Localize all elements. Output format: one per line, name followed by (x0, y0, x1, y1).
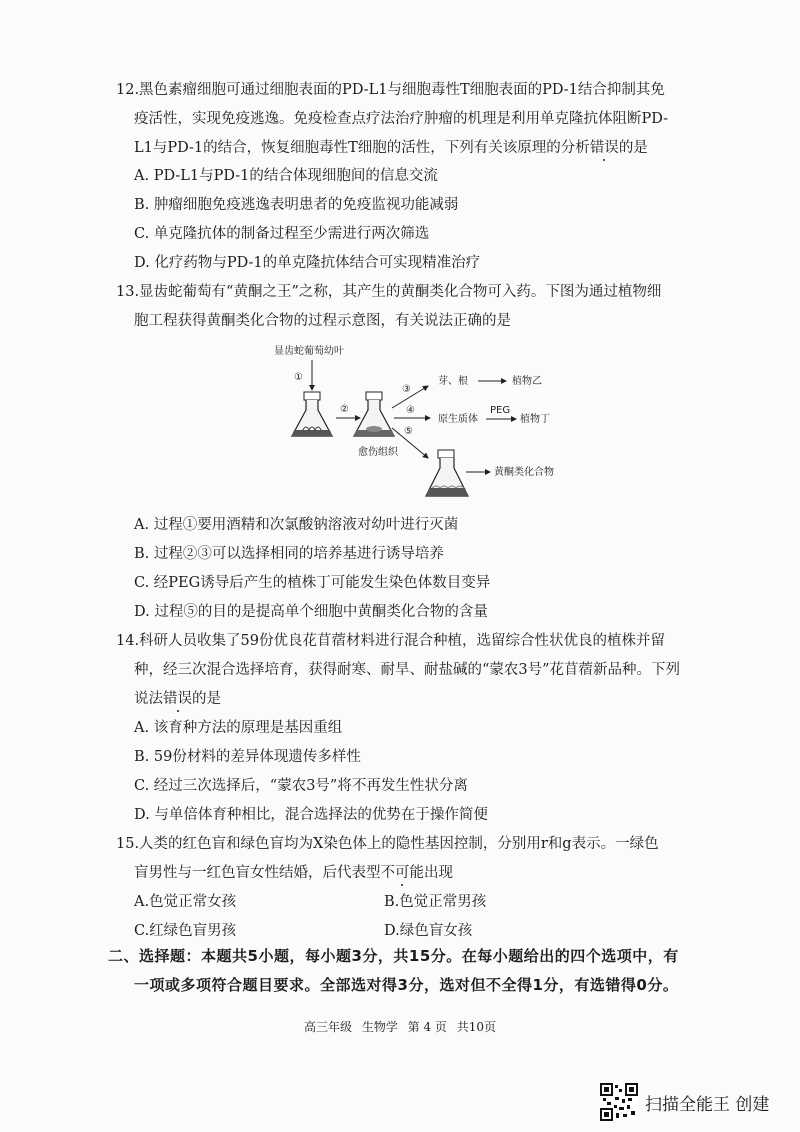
diagram-step3-label: ③ (402, 384, 411, 395)
q15-option-d: D.绿色盲女孩 (384, 923, 473, 939)
q12-stem-line3 (134, 137, 648, 159)
q15-option-c: C.红绿色盲男孩 (134, 923, 237, 939)
diagram-bud-root-label: 芽、根 (438, 376, 468, 387)
diagram-young-leaf-label: 显齿蛇葡萄幼叶 (274, 346, 344, 357)
q12-stem-end: 的是 (618, 140, 648, 156)
flask-explant (292, 392, 332, 436)
diagram-step4-label: ④ (406, 405, 415, 416)
q13-option-a: A. 过程①要用酒精和次氯酸钠溶液对幼叶进行灭菌 (134, 517, 459, 533)
q14-option-c: C. 经过三次选择后，“蒙农3号”将不再发生性状分离 (134, 778, 468, 794)
q15-emphasis-word: 不可能 (380, 865, 424, 881)
diagram-callus-label: 愈伤组织 (358, 447, 398, 458)
diagram-protoplast-label: 原生质体 (438, 414, 478, 425)
q14-option-a: A. 该育种方法的原理是基因重组 (134, 720, 343, 736)
diagram-plant-b-label: 植物乙 (512, 376, 542, 387)
q15-stem-text: 盲男性与一红色盲女性结婚，后代表型 (134, 865, 381, 881)
footer-page: 第 4 页 (407, 1020, 447, 1034)
q12-option-a: A. PD-L1与PD-1的结合体现细胞间的信息交流 (134, 168, 438, 184)
q13-option-c: C. 经PEG诱导后产生的植株丁可能发生染色体数目变异 (134, 575, 491, 591)
q15-option-a: A.色觉正常女孩 (134, 894, 237, 910)
q15-stem-end: 出现 (424, 865, 453, 881)
diagram-step5-label: ⑤ (404, 426, 413, 437)
qr-code-icon (600, 1083, 638, 1121)
q12-option-d: D. 化疗药物与PD-1的单克隆抗体结合可实现精准治疗 (134, 255, 481, 271)
q12-stem-line1: 12.黑色素瘤细胞可通过细胞表面的PD-L1与细胞毒性T细胞表面的PD-1结合抑制其免 (116, 82, 665, 98)
page-footer (0, 1018, 800, 1035)
q14-stem-line3 (134, 688, 221, 710)
q14-stem-line2: 种，经三次混合选择培育，获得耐寒、耐旱、耐盐碱的“蒙农3号”花苜蓿新品种。下列 (134, 662, 681, 678)
section2-heading-line1: 二、选择题：本题共5小题，每小题3分，共15分。在每小题给出的四个选项中，有 (108, 947, 679, 965)
q12-option-b: B. 肿瘤细胞免疫逃逸表明患者的免疫监视功能减弱 (134, 197, 459, 213)
q14-stem-end: 的是 (192, 691, 221, 707)
q13-stem-line1: 13.显齿蛇葡萄有“黄酮之王”之称，其产生的黄酮类化合物可入药。下图为通过植物细 (116, 284, 662, 300)
diagram-flavonoid-label: 黄酮类化合物 (494, 467, 554, 478)
footer-grade: 高三年级 (303, 1020, 352, 1034)
q14-option-b: B. 59份材料的差异体现遗传多样性 (134, 749, 361, 765)
q14-emphasis-word: 错误 (163, 691, 192, 707)
q12-emphasis-word: 错误 (589, 140, 619, 156)
q13-option-b: B. 过程②③可以选择相同的培养基进行诱导培养 (134, 546, 444, 562)
q12-stem-line2: 疫活性，实现免疫逃逸。免疫检查点疗法治疗肿瘤的机理是利用单克隆抗体阻断PD- (134, 111, 669, 127)
q13-option-d: D. 过程⑤的目的是提高单个细胞中黄酮类化合物的含量 (134, 604, 488, 620)
q14-stem-line1: 14.科研人员收集了59份优良花苜蓿材料进行混合种植，选留综合性状优良的植株并留 (116, 633, 666, 649)
flask-suspension (426, 450, 468, 496)
diagram-step2-label: ② (340, 404, 349, 415)
section2-heading-line2: 一项或多项符合题目要求。全部选对得3分，选对但不全得1分，有选错得0分。 (134, 976, 679, 994)
q13-stem-line2: 胞工程获得黄酮类化合物的过程示意图，有关说法正确的是 (134, 313, 511, 329)
diagram-step1-label: ① (294, 372, 303, 383)
q14-option-d: D. 与单倍体育种相比，混合选择法的优势在于操作简便 (134, 807, 488, 823)
diagram-peg-label: PEG (490, 405, 511, 416)
footer-total: 共10页 (456, 1020, 497, 1034)
diagram-plant-d-label: 植物丁 (520, 414, 550, 425)
flask-callus (354, 392, 394, 436)
q12-stem-text: L1与PD-1的结合，恢复细胞毒性T细胞的活性，下列有关该原理的分析 (134, 140, 590, 156)
q12-option-c: C. 单克隆抗体的制备过程至少需进行两次筛选 (134, 226, 430, 242)
q15-option-b: B.色觉正常男孩 (384, 894, 487, 910)
scanner-brand-watermark: 扫描全能王 创建 (645, 1095, 770, 1115)
footer-subject: 生物学 (361, 1020, 398, 1034)
q14-stem-text: 说法 (134, 691, 163, 707)
tissue-culture-diagram (270, 340, 600, 510)
q15-stem-line2 (134, 862, 453, 884)
q15-stem-line1: 15.人类的红色盲和绿色盲均为X染色体上的隐性基因控制，分别用r和g表示。一绿色 (116, 836, 659, 852)
